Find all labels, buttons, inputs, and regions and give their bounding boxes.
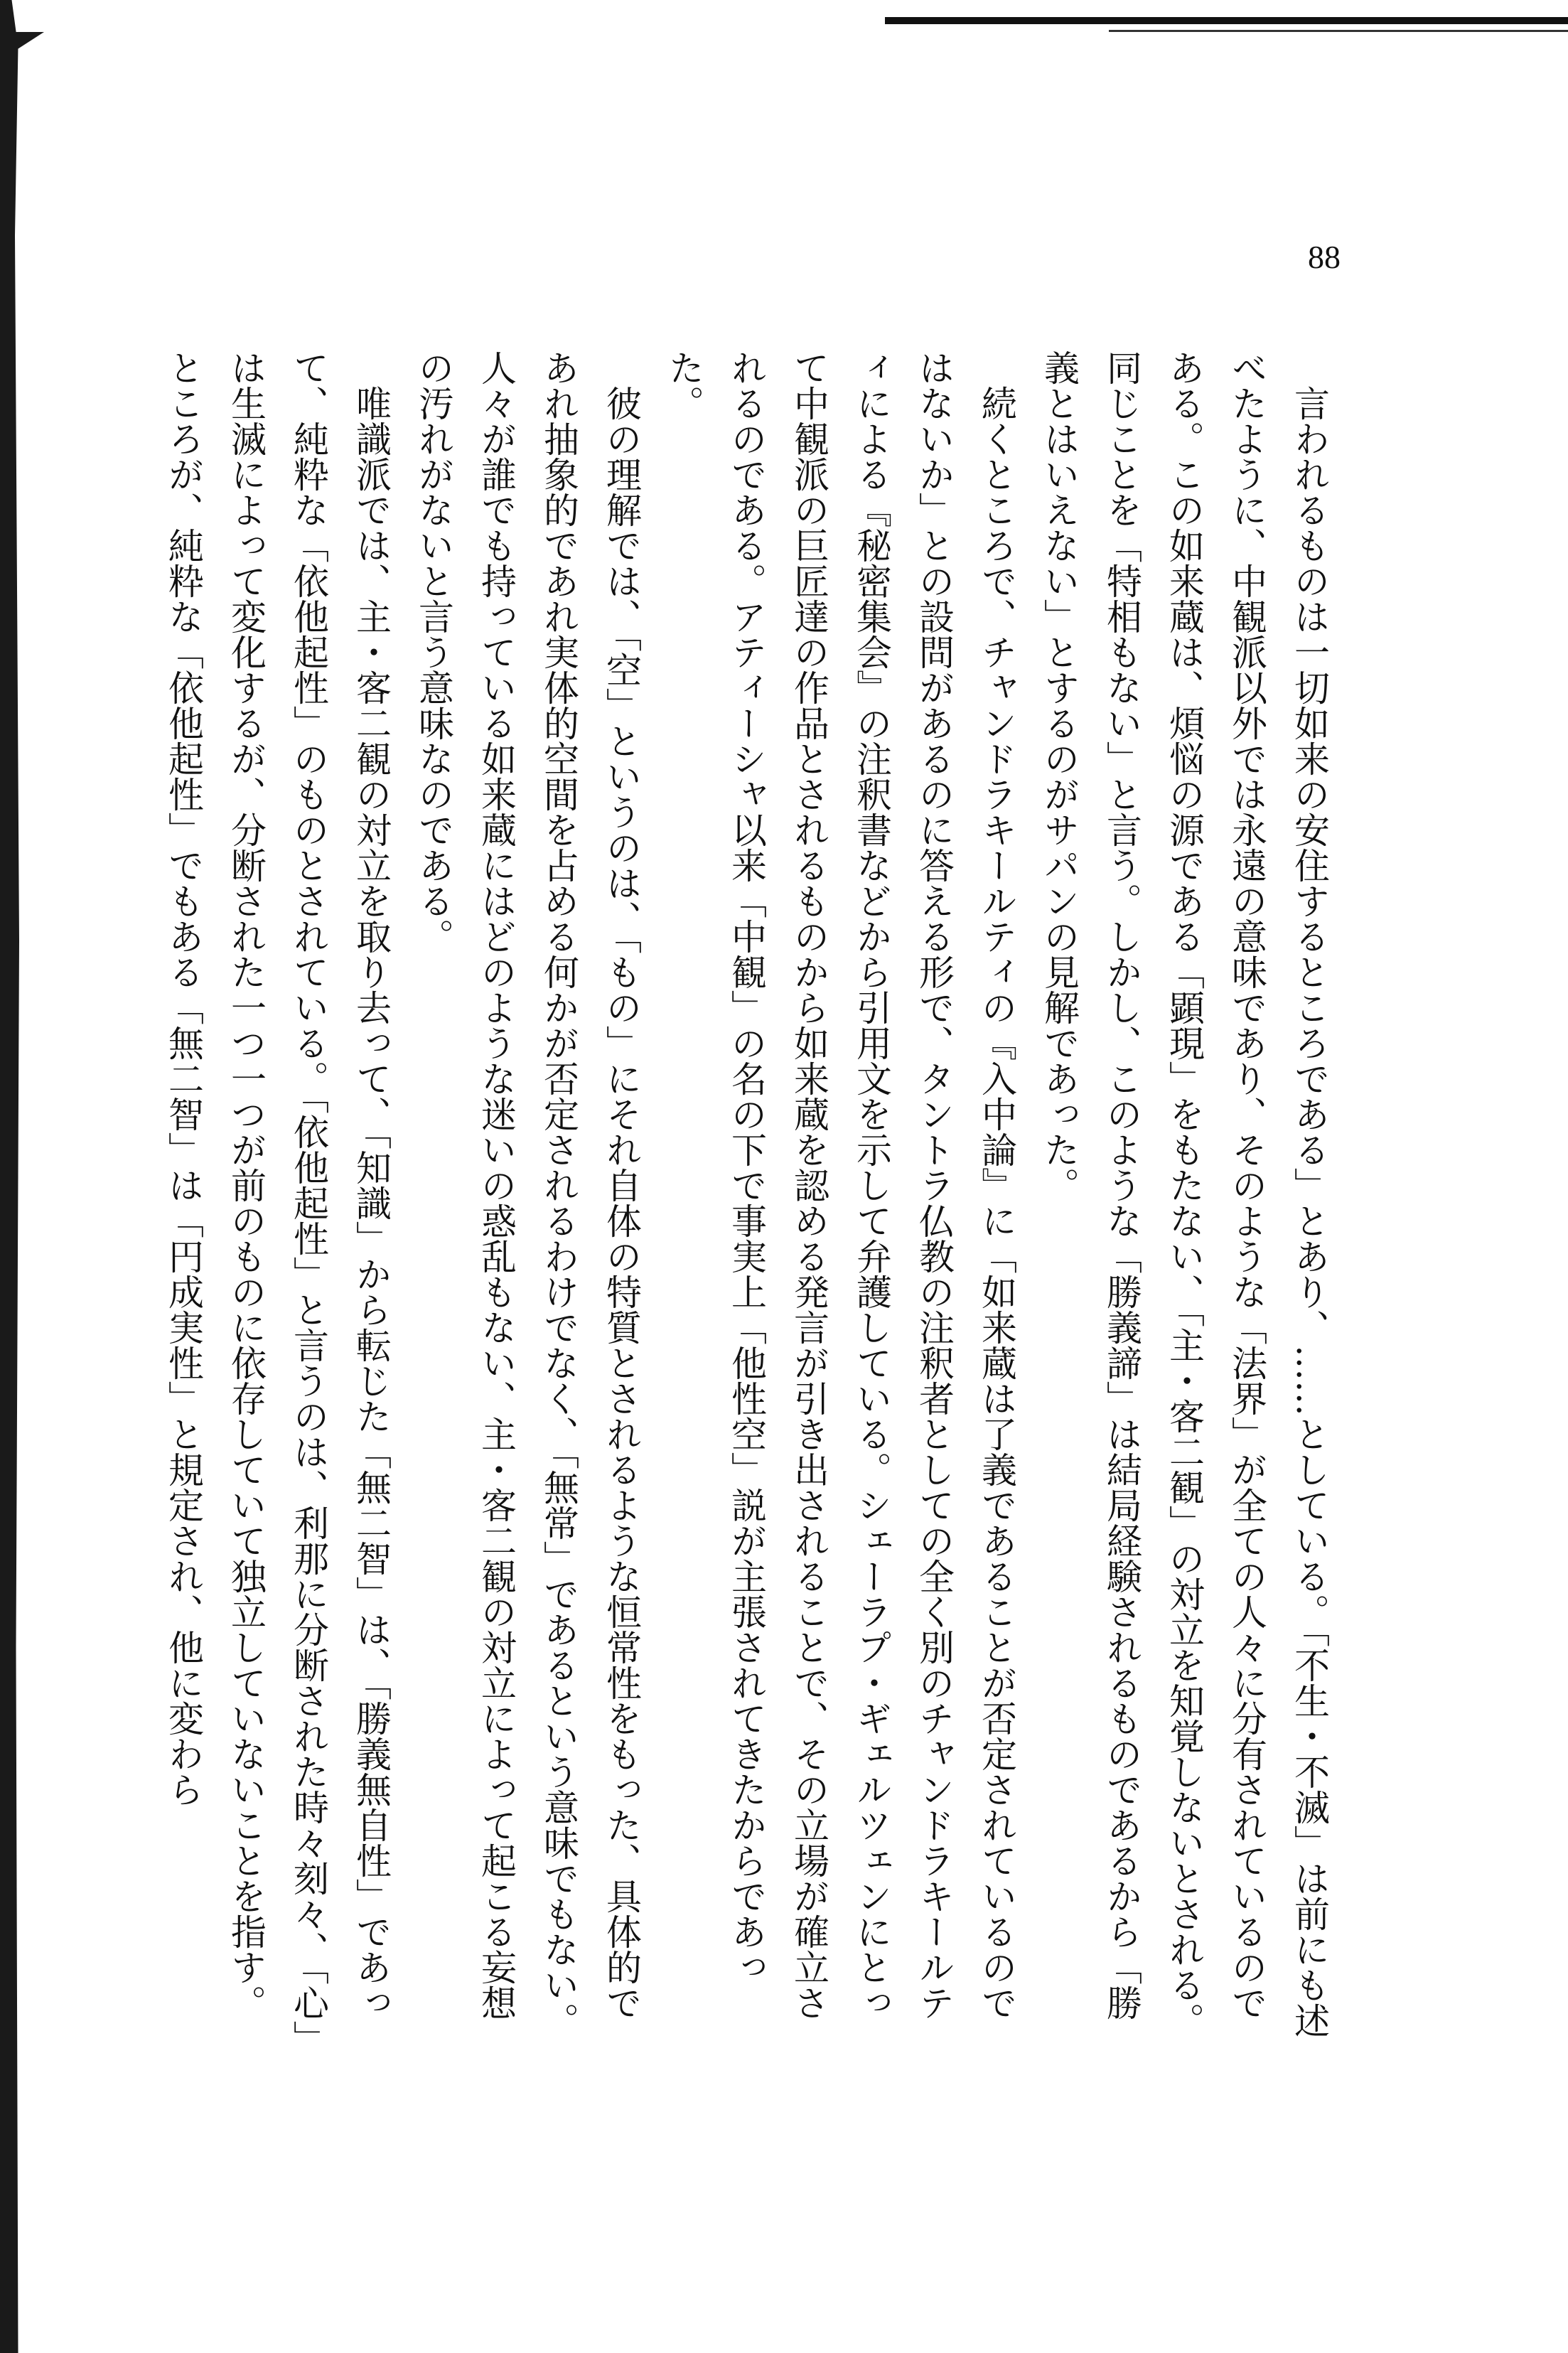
vertical-body-text	[132, 350, 1341, 2042]
binding-shadow	[0, 0, 21, 2353]
paragraph-2: 続くところで、チャンドラキールティの『入中論』に「如来蔵は了義であることが否定されているのではないか」との設問があるのに答える形で、タントラ仏教の注釈者としての全く別のチャンドラキールティによる『秘密集会』の注釈書などから引用文を示して弁護している。シェーラプ・ギェルツェンにとって中観派の巨匠達の作品とされるものから如来蔵を認める発言が引き出されることで、その立場が確立されるのである。アティーシャ以来「中観」の名の下で事実上「他性空」説が主張されてきたからであった。	[663, 350, 1017, 2020]
top-scan-rule	[885, 17, 1568, 24]
top-scan-rule-thin	[1109, 30, 1568, 32]
paragraph-4: 唯識派では、主・客二観の対立を取り去って、「知識」から転じた「無二智」は、「勝義無自性」であって、純粋な「依他起性」のものとされている。「依他起性」と言うのは、利那に分断された時々刻々、「心」は生滅によって変化するが、分断された一つ一つが前のものに依存していて独立していないことを指す。ところが、純粋な「依他起性」でもある「無二智」は「円成実性」と規定され、他に変わら	[163, 350, 392, 2038]
binding-shadow-cap	[0, 32, 44, 49]
paragraph-1: 言われるものは一切如来の安住するところである」とあり、……としている。「不生・不滅」は前にも述べたように、中観派以外では永遠の意味であり、そのような「法界」が全ての人々に分有されているのである。この如来蔵は、煩悩の源である「顕現」をもたない、「主・客二観」の対立を知覚しないとされる。同じことを「特相もない」と言う。しかし、このような「勝義諦」は結局経験されるものであるから「勝義とはいえない」とするのがサパンの見解であった。	[1038, 350, 1330, 2038]
paragraph-3: 彼の理解では、「空」というのは、「もの」にそれ自体の特質とされるような恒常性をもった、具体的であれ抽象的であれ実体的空間を占める何かが否定されるわけでなく、「無常」であるという意味でもない。人々が誰でも持っている如来蔵にはどのような迷いの惑乱もない、主・客二観の対立によって起こる妄想の汚れがないと言う意味なのである。	[413, 350, 642, 2038]
page-number: 88	[1308, 239, 1341, 275]
